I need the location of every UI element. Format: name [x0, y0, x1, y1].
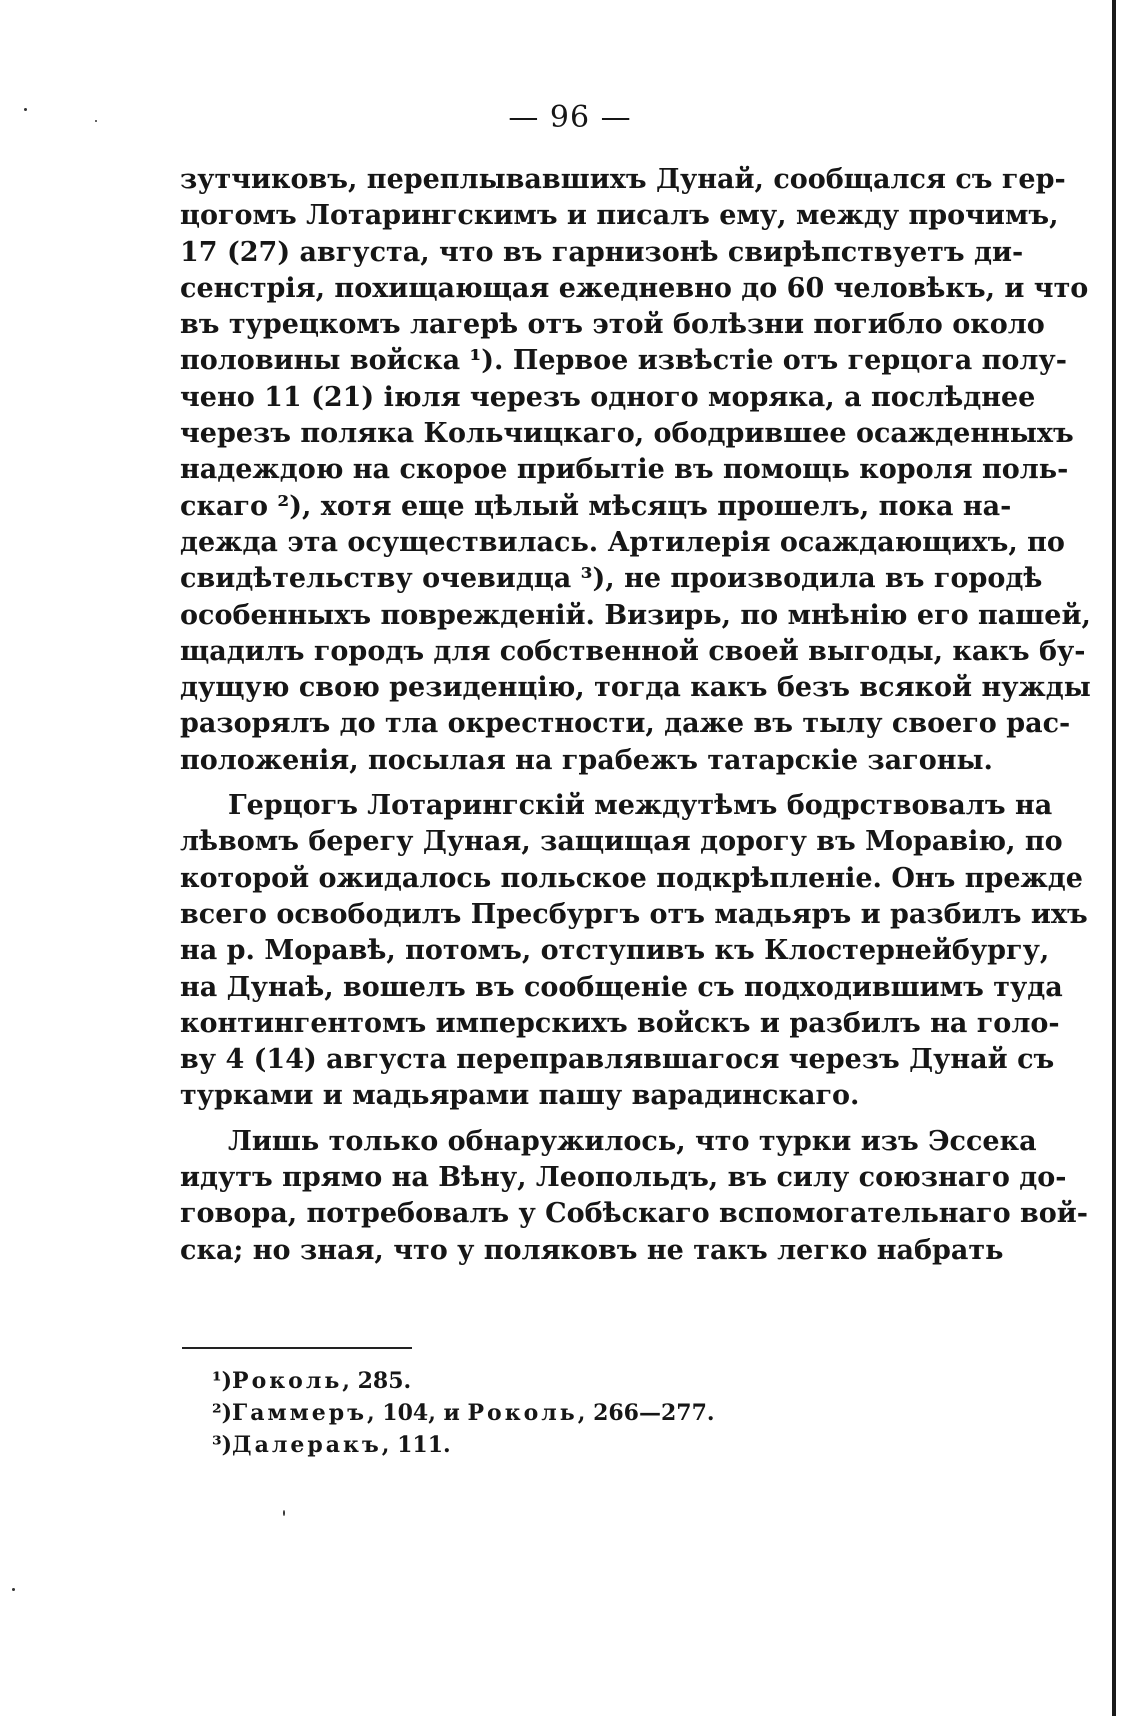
paragraph: [180, 1124, 1088, 1269]
text-line: Лишь только обнаружилось, что турки изъ Эссека: [228, 1125, 1037, 1157]
footnote-reference: , 111.: [381, 1432, 451, 1458]
text-line: свидѣтельству очевидца ³), не производила въ городѣ: [180, 563, 1043, 595]
text-line: цогомъ Лотарингскимъ и писалъ ему, между прочимъ,: [180, 200, 1059, 232]
text-line: надеждою на скорое прибытіе въ помощь короля поль-: [180, 454, 1069, 486]
text-line: говора, потребовалъ у Собѣскаго вспомогательнаго вой-: [180, 1198, 1088, 1230]
body-text: [180, 162, 1091, 1269]
footnote-author: Роколь: [232, 1368, 343, 1394]
footnote-author: Гаммеръ: [232, 1400, 367, 1426]
footnote-author: Далеракъ: [232, 1432, 382, 1458]
text-line: Герцогъ Лотарингскій междутѣмъ бодрствовалъ на: [228, 790, 1053, 822]
text-line: дежда эта осуществилась. Артилерія осаждающихъ, по: [180, 526, 1065, 558]
text-line: на р. Моравѣ, потомъ, отступивъ къ Клостернейбургу,: [180, 935, 1050, 967]
text-line: зутчиковъ, переплывавшихъ Дунай, сообщался съ гер-: [180, 164, 1066, 195]
text-line: чено 11 (21) іюля черезъ одного моряка, а послѣднее: [180, 381, 1036, 413]
footnote-reference: , 104, и: [366, 1400, 468, 1426]
text-line: скаго ²), хотя еще цѣлый мѣсяцъ прошелъ, пока на-: [180, 490, 1012, 522]
text-line: лѣвомъ берегу Дуная, защищая дорогу въ Моравію, по: [180, 826, 1063, 858]
text-line: дущую свою резиденцію, тогда какъ безъ всякой нужды: [180, 672, 1091, 704]
text-line: сенстрія, похищающая ежедневно до 60 человѣкъ, и что: [180, 272, 1089, 304]
scan-speck: [24, 108, 27, 111]
text-line: положенія, посылая на грабежъ татарскіе загоны.: [180, 744, 993, 776]
text-line: идутъ прямо на Вѣну, Леопольдъ, въ силу союзнаго до-: [180, 1162, 1067, 1194]
footnote-mark: ¹): [212, 1368, 233, 1394]
page-edge-line: [1112, 0, 1116, 1716]
footnote-mark: ³): [212, 1432, 233, 1458]
text-line: 17 (27) августа, что въ гарнизонѣ свирѣпствуетъ ди-: [180, 236, 1024, 268]
footnote-reference: , 266—277.: [577, 1400, 715, 1426]
text-line: особенныхъ поврежденій. Визирь, по мнѣнію его пашей,: [180, 599, 1091, 631]
footnote: [212, 1365, 812, 1397]
text-line: которой ожидалось польское подкрѣпленіе. Онъ прежде: [180, 862, 1083, 894]
text-line: въ турецкомъ лагерѣ отъ этой болѣзни погибло около: [180, 309, 1045, 341]
footnote-mark: ²): [212, 1400, 233, 1426]
text-line: ву 4 (14) августа переправлявшагося черезъ Дунай съ: [180, 1044, 1055, 1076]
text-line: щадилъ городъ для собственной своей выгоды, какъ бу-: [180, 635, 1086, 667]
footnote: [212, 1429, 812, 1461]
text-line: всего освободилъ Пресбургъ отъ мадьяръ и разбилъ ихъ: [180, 898, 1088, 930]
page-number: — 96 —: [508, 100, 632, 135]
footnotes: [212, 1365, 812, 1461]
footnote-author: Роколь: [467, 1400, 578, 1426]
text-line: ска; но зная, что у поляковъ не такъ легко набрать: [180, 1234, 1004, 1266]
footnote-separator: [182, 1347, 412, 1349]
text-line: черезъ поляка Кольчицкаго, ободрившее осажденныхъ: [180, 418, 1074, 450]
footnote: [212, 1397, 812, 1429]
text-line: на Дунаѣ, вошелъ въ сообщеніе съ подходившимъ туда: [180, 971, 1063, 1003]
paragraph: [180, 788, 1088, 1115]
text-line: половины войска ¹). Первое извѣстіе отъ герцога полу-: [180, 345, 1067, 377]
text-line: разорялъ до тла окрестности, даже въ тылу своего рас-: [180, 708, 1071, 740]
text-line: контингентомъ имперскихъ войскъ и разбилъ на голо-: [180, 1007, 1060, 1039]
scan-speck: [283, 1510, 285, 1516]
footnote-reference: , 285.: [342, 1368, 412, 1394]
text-line: турками и мадьярами пашу варадинскаго.: [180, 1080, 860, 1112]
paragraph: [180, 162, 1091, 779]
scan-speck: [12, 1588, 15, 1591]
scan-speck: [95, 120, 97, 122]
